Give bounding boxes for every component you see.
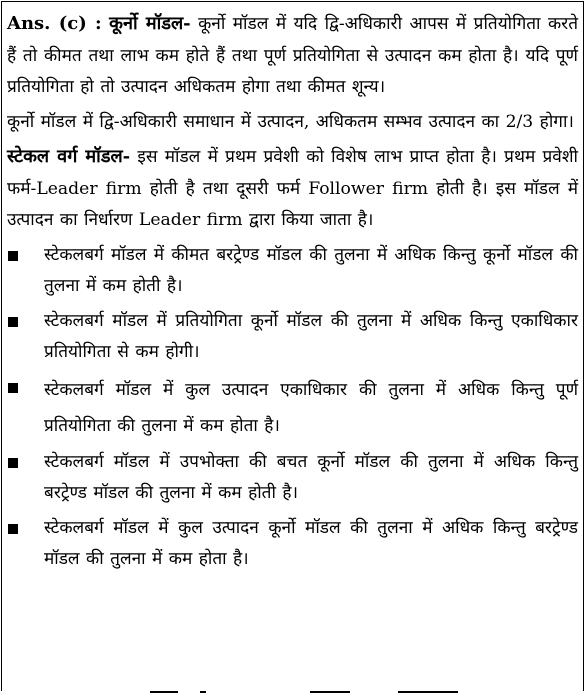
list-item-text: स्टेकलबर्ग मॉडल में प्रतियोगिता कूर्नो मॉडल की तुलना में अधिक किन्तु एकाधिकार प्रतियोगिता से कम होगी।	[44, 310, 578, 362]
next-line-cutoff	[0, 691, 587, 700]
list-item-text: स्टेकलबर्ग मॉडल में कुल उत्पादन कूर्नो मॉडल की तुलना में अधिक किन्तु बरट्रेण्ड मॉडल की तुलना में कम होता है।	[44, 517, 578, 569]
cournot-paragraph	[7, 8, 578, 104]
answer-box	[1, 1, 584, 691]
square-bullet-icon	[8, 458, 18, 468]
list-item	[7, 372, 578, 444]
list-item	[7, 513, 578, 576]
list-item	[7, 240, 578, 303]
square-bullet-icon	[8, 383, 18, 393]
square-bullet-icon	[8, 317, 18, 327]
stackelberg-text: इस मॉडल में प्रथम प्रवेशी को विशेष लाभ प्राप्त होता है। प्रथम प्रवेशी फर्म-Leader firm होती है तथा दूसरी फर्म Follower firm होती है। इस मॉडल में उत्पादन का निर्धारण Leader firm द्वारा किया जाता है।	[7, 147, 578, 230]
square-bullet-icon	[8, 251, 18, 261]
stackelberg-paragraph	[7, 141, 578, 237]
list-item-text: स्टेकलबर्ग मॉडल में कुल उत्पादन एकाधिकार की तुलना में अधिक किन्तु पूर्ण प्रतियोगिता की तुलना में कम होता है।	[44, 379, 578, 436]
list-item	[7, 447, 578, 510]
list-item-text: स्टेकलबर्ग मॉडल में कीमत बरट्रेण्ड मॉडल की तुलना में अधिक किन्तु कूर्नो मॉडल की तुलना में कम होती है।	[44, 244, 578, 296]
answer-label: Ans. (c) :	[7, 13, 102, 34]
cournot-title: कूर्नो मॉडल-	[109, 13, 191, 34]
list-item	[7, 306, 578, 369]
cournot-text: कूर्नो मॉडल में यदि द्वि-अधिकारी आपस में प्रतियोगिता करते हैं तो कीमत तथा लाभ कम होते हैं तथा पूर्ण प्रतियोगिता से उत्पादन कम होता है। यदि पूर्ण प्रतियोगिता हो तो उत्पादन अधिकतम होगा तथा कीमत शून्य।	[7, 14, 579, 97]
list-item-text: स्टेकलबर्ग मॉडल में उपभोक्ता की बचत कूर्नो मॉडल की तुलना में अधिक किन्तु बरट्रेण्ड मॉडल की तुलना में कम होती है।	[44, 451, 578, 503]
stackelberg-points-list	[7, 240, 578, 576]
square-bullet-icon	[8, 524, 18, 534]
cournot-output-paragraph: कूर्नो मॉडल में द्वि-अधिकारी समाधान में उत्पादन, अधिकतम सम्भव उत्पादन का 2/3 होगा।	[7, 111, 574, 132]
stackelberg-title: स्टेकल वर्ग मॉडल-	[7, 146, 131, 167]
